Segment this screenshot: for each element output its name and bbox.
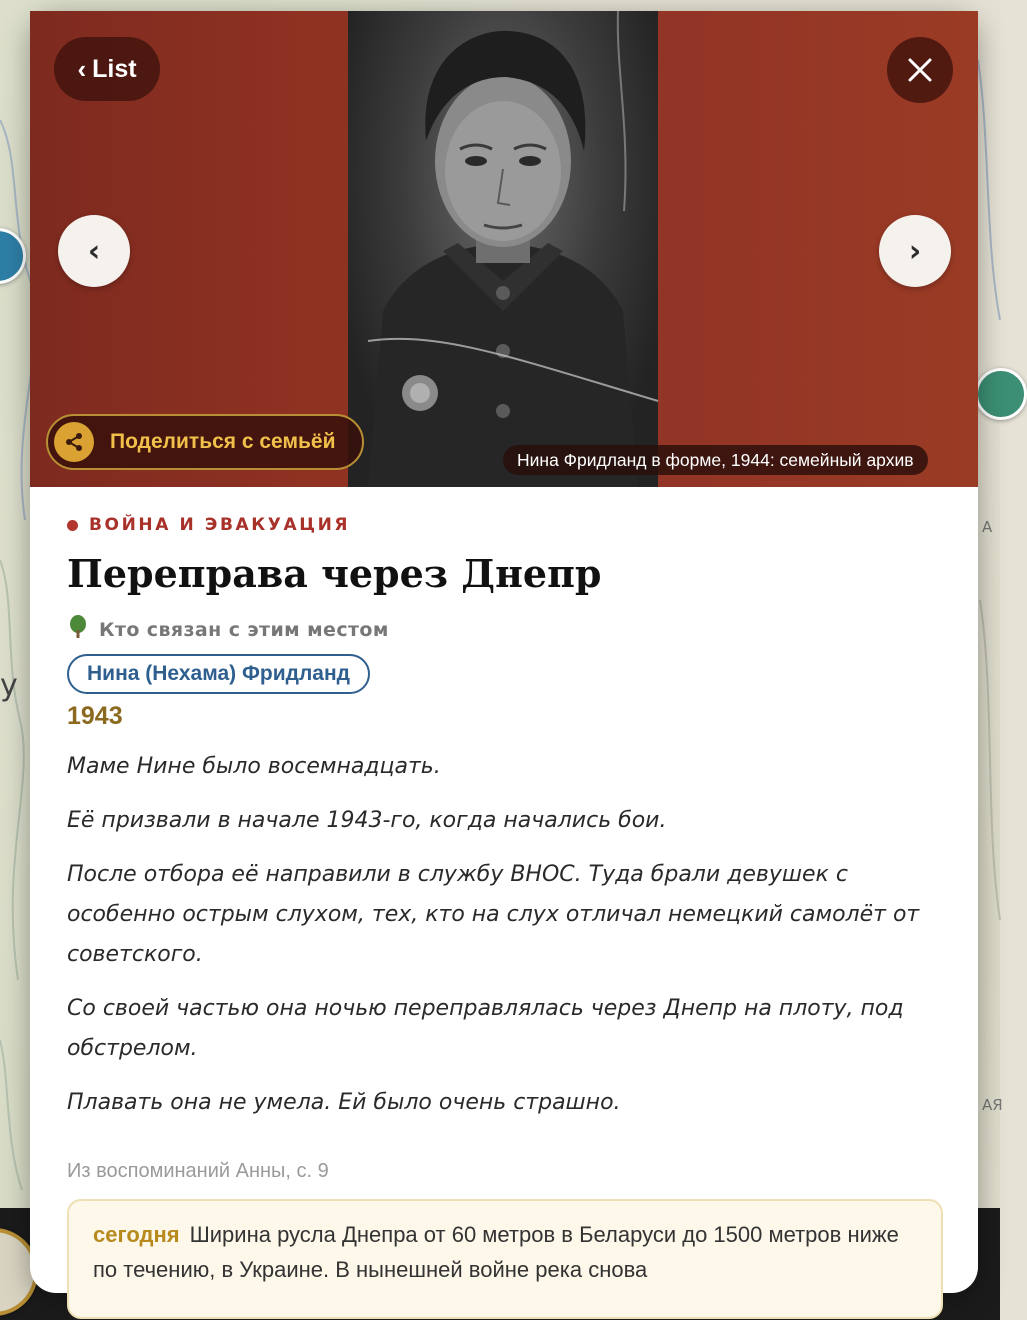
today-note bbox=[67, 1199, 943, 1319]
story-title: Переправа через Днепр bbox=[67, 551, 602, 596]
chevron-left-icon: ‹ bbox=[77, 53, 87, 84]
chevron-left-icon: ‹ bbox=[87, 233, 101, 269]
previous-photo-button[interactable] bbox=[58, 215, 130, 287]
person-tag[interactable]: Нина (Нехама) Фридланд bbox=[67, 654, 370, 694]
map-label: у bbox=[0, 668, 18, 703]
story-paragraph: Плавать она не умела. Ей было очень страшно. bbox=[67, 1090, 621, 1115]
chevron-right-icon: › bbox=[908, 233, 922, 269]
close-button[interactable] bbox=[887, 37, 953, 103]
related-people-heading bbox=[67, 615, 389, 644]
story-source: Из воспоминаний Анны, с. 9 bbox=[67, 1160, 329, 1182]
story-paragraph: После отбора её направили в службу ВНОС. Туда брали девушек с особенно острым слухом, тех, кто на слух отличал немецкий самолёт от советского. bbox=[67, 862, 920, 967]
story-photo[interactable] bbox=[348, 11, 658, 487]
story-year: 1943 bbox=[67, 702, 123, 730]
portrait-illustration bbox=[348, 11, 658, 487]
related-people-label: Кто связан с этим местом bbox=[99, 618, 389, 641]
category-dot bbox=[67, 520, 78, 531]
list-button-label: List bbox=[92, 54, 137, 83]
map-label: А bbox=[982, 518, 993, 536]
category-text: ВОЙНА И ЭВАКУАЦИЯ bbox=[89, 515, 351, 535]
photo-caption: Нина Фридланд в форме, 1944: семейный архив bbox=[503, 445, 928, 475]
story-paragraph: Маме Нине было восемнадцать. bbox=[67, 754, 441, 779]
photo-hero bbox=[30, 11, 978, 487]
map-marker[interactable] bbox=[975, 368, 1027, 420]
close-icon bbox=[906, 56, 934, 84]
story-text bbox=[67, 747, 947, 1137]
share-icon bbox=[54, 422, 94, 462]
today-text: Ширина русла Днепра от 60 метров в Беларуси до 1500 метров ниже по течению, в Украине. В нынешней войне река снова bbox=[93, 1222, 899, 1282]
story-paragraph: Со своей частью она ночью переправлялась через Днепр на плоту, под обстрелом. bbox=[67, 996, 904, 1061]
back-to-list-button[interactable] bbox=[54, 37, 160, 101]
story-card bbox=[30, 11, 978, 1293]
share-button-label: Поделиться с семьёй bbox=[110, 430, 336, 453]
map-label: АЯ bbox=[982, 1096, 1003, 1114]
tree-icon bbox=[67, 615, 89, 644]
story-paragraph: Её призвали в начале 1943-го, когда начались бои. bbox=[67, 808, 667, 833]
category-label bbox=[67, 515, 350, 535]
next-photo-button[interactable] bbox=[879, 215, 951, 287]
today-label: сегодня bbox=[93, 1222, 180, 1247]
share-with-family-button[interactable] bbox=[46, 414, 364, 470]
